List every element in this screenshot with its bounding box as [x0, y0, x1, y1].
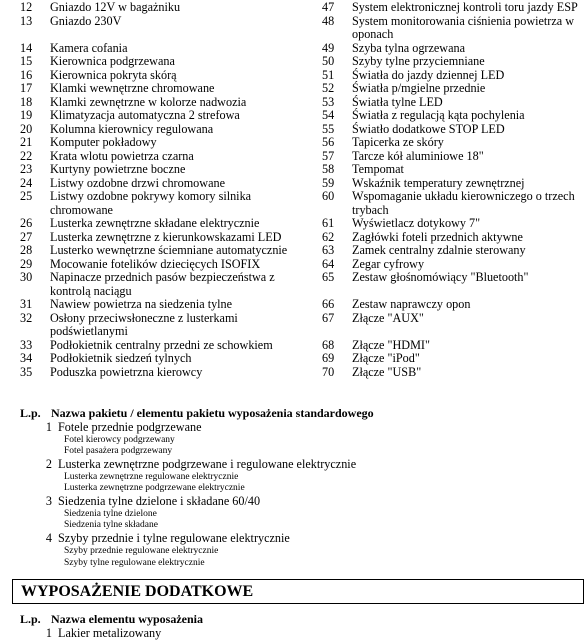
equipment-item-line: Klamki wewnętrzne chromowane: [50, 81, 215, 95]
equipment-item-number: 64: [322, 256, 335, 271]
equipment-item-text: [50, 96, 310, 110]
equipment-item-number: 32: [20, 310, 33, 325]
equipment-item-number: 26: [20, 216, 33, 230]
equipment-item: [20, 271, 310, 298]
equipment-item-text: [352, 42, 584, 56]
equipment-item-text: [352, 136, 584, 150]
equipment-item: [322, 69, 584, 83]
standard-equipment-left-column: [20, 1, 310, 379]
equipment-item-line: Komputer pokładowy: [50, 135, 157, 149]
equipment-item-text: [352, 271, 584, 285]
equipment-item-number: 67: [322, 310, 335, 325]
equipment-item-line: Poduszka powietrzna kierowcy: [50, 364, 203, 379]
equipment-item-line: Zagłówki foteli przednich aktywne: [352, 229, 523, 244]
equipment-item: [322, 109, 584, 123]
equipment-item-text: [50, 1, 310, 15]
equipment-item-number: 49: [322, 40, 335, 55]
equipment-item-number: 15: [20, 54, 33, 68]
equipment-item-text: [352, 109, 584, 123]
equipment-item-line: Mocowanie fotelików dziecięcych ISOFIX: [50, 256, 261, 271]
package-row: [0, 458, 587, 472]
equipment-item-text: [352, 244, 584, 258]
equipment-item-line: Światła p/mgielne przednie: [352, 81, 486, 95]
equipment-item-text: [352, 55, 584, 69]
equipment-item-text: [352, 231, 584, 245]
equipment-item-number: 51: [322, 67, 335, 82]
equipment-item-line: [50, 28, 310, 42]
equipment-item-text: [352, 298, 584, 312]
equipment-item: [20, 177, 310, 191]
equipment-item-number: 31: [20, 297, 33, 311]
equipment-item-number: 28: [20, 243, 33, 257]
equipment-item: [20, 42, 310, 56]
equipment-item-number: 61: [322, 216, 335, 230]
equipment-item-line: Nawiew powietrza na siedzenia tylne: [50, 297, 233, 311]
equipment-item-line: Lusterko wewnętrzne ściemniane automatycznie: [50, 243, 288, 257]
equipment-item-number: 22: [20, 148, 33, 163]
equipment-item-line: Złącze "USB": [352, 364, 422, 379]
extras-header-title: Nazwa elementu wyposażenia: [51, 612, 203, 626]
equipment-item-text: [352, 177, 584, 191]
equipment-item-number: 35: [20, 364, 33, 379]
additional-equipment-banner: WYPOSAŻENIE DODATKOWE: [12, 579, 584, 604]
equipment-item-line: Złącze "iPod": [352, 351, 420, 365]
package-row: [0, 532, 587, 546]
equipment-item-number: 47: [322, 0, 335, 14]
equipment-item: [322, 217, 584, 231]
packages-header-lp: L.p.: [20, 406, 41, 420]
equipment-item-number: 19: [20, 108, 33, 122]
equipment-item-line: Zamek centralny zdalnie sterowany: [352, 243, 526, 257]
equipment-item-number: 52: [322, 81, 335, 95]
equipment-item-text: [50, 136, 310, 150]
equipment-item-line: Krata wlotu powietrza czarna: [50, 148, 194, 163]
equipment-item-line: Tapicerka ze skóry: [352, 135, 444, 149]
packages-list: [0, 421, 587, 569]
equipment-item-number: 50: [322, 54, 335, 68]
equipment-item-line: Tempomat: [352, 162, 404, 176]
equipment-item-line: System monitorowania ciśnienia powietrza w: [352, 13, 575, 28]
equipment-item: [322, 352, 584, 366]
equipment-item-text: [50, 42, 310, 56]
package-row: [0, 421, 587, 435]
equipment-item-line: kontrolą naciągu: [50, 283, 132, 298]
equipment-item-line: Zestaw naprawczy opon: [352, 297, 471, 311]
package-sub-item: Szyby przednie regulowane elektrycznie: [64, 545, 219, 556]
package-sub-item: Szyby tylne regulowane elektrycznie: [64, 557, 205, 568]
equipment-item: [322, 136, 584, 150]
equipment-item-text: [352, 190, 584, 217]
equipment-item-number: 70: [322, 364, 335, 379]
equipment-item-line: Światło dodatkowe STOP LED: [352, 121, 505, 136]
equipment-item: [20, 69, 310, 83]
equipment-item-line: Zegar cyfrowy: [352, 256, 425, 271]
equipment-item: [322, 285, 584, 299]
equipment-item: [20, 136, 310, 150]
equipment-item-number: 17: [20, 81, 33, 95]
equipment-item-text: [50, 271, 310, 298]
equipment-item: [322, 150, 584, 164]
equipment-item-number: 14: [20, 40, 33, 55]
equipment-item: [20, 15, 310, 29]
equipment-item: [20, 96, 310, 110]
equipment-item-text: [50, 163, 310, 177]
equipment-item-number: 25: [20, 189, 33, 203]
equipment-item: [322, 271, 584, 285]
equipment-item-line: Lusterka zewnętrzne z kierunkowskazami LED: [50, 229, 282, 244]
equipment-item: [20, 244, 310, 258]
equipment-item-text: [352, 69, 584, 83]
package-name: Szyby przednie i tylne regulowane elektrycznie: [58, 531, 290, 546]
equipment-item-number: 27: [20, 229, 33, 244]
equipment-item-text: [352, 123, 584, 137]
equipment-item-line: Klimatyzacja automatyczna 2 strefowa: [50, 108, 240, 122]
equipment-item-number: 21: [20, 135, 33, 149]
equipment-item: [20, 298, 310, 312]
equipment-item-number: 69: [322, 351, 335, 365]
equipment-item-line: Światła do jazdy dziennej LED: [352, 67, 505, 82]
equipment-item-line: Złącze "HDMI": [352, 337, 430, 352]
equipment-item-text: [50, 82, 310, 96]
equipment-item-text: [352, 15, 584, 42]
equipment-item-text: [352, 352, 584, 366]
package-sub-item: Fotel pasażera podgrzewany: [64, 446, 173, 457]
equipment-item-line: podświetlanymi: [50, 324, 128, 338]
equipment-item: [20, 217, 310, 231]
equipment-item-number: 12: [20, 0, 33, 14]
equipment-item-text: [352, 285, 584, 299]
equipment-item: [322, 298, 584, 312]
equipment-item: [322, 55, 584, 69]
equipment-item-text: [352, 163, 584, 177]
equipment-item-line: Napinacze przednich pasów bezpieczeństwa z: [50, 270, 275, 284]
equipment-item-line: oponach: [352, 27, 394, 41]
equipment-item-line: Listwy ozdobne drzwi chromowane: [50, 175, 225, 190]
equipment-item-line: Klamki zewnętrzne w kolorze nadwozia: [50, 94, 247, 109]
equipment-item: [20, 1, 310, 15]
equipment-item-line: System elektronicznej kontroli toru jazdy ESP: [352, 0, 578, 14]
equipment-item-number: 60: [322, 189, 335, 203]
package-name: Lusterka zewnętrzne podgrzewane i regulowane elektrycznie: [58, 457, 357, 472]
equipment-item: [322, 312, 584, 326]
equipment-item-text: [50, 217, 310, 231]
equipment-item-number: 68: [322, 337, 335, 352]
equipment-item-text: [50, 177, 310, 191]
package-number: 1: [45, 420, 52, 434]
extras-row-number: 1: [45, 626, 52, 640]
equipment-item-number: 55: [322, 121, 335, 136]
equipment-item-line: trybach: [352, 202, 389, 217]
equipment-item-text: [50, 339, 310, 353]
equipment-item-number: 62: [322, 229, 335, 244]
equipment-item-number: 65: [322, 270, 335, 284]
equipment-item-line: Kamera cofania: [50, 40, 128, 55]
equipment-item-number: 24: [20, 175, 33, 190]
equipment-item-line: Lusterka zewnętrzne składane elektrycznie: [50, 216, 260, 230]
standard-equipment-right-column: [322, 1, 584, 379]
equipment-item-number: 66: [322, 297, 335, 311]
equipment-item-text: [50, 150, 310, 164]
equipment-item-text: [352, 1, 584, 15]
equipment-item: [20, 55, 310, 69]
equipment-item-text: [50, 352, 310, 366]
equipment-item: [20, 190, 310, 217]
package-name: Fotele przednie podgrzewane: [58, 420, 202, 434]
equipment-item-line: Podłokietnik siedzeń tylnych: [50, 351, 192, 365]
equipment-item: [322, 177, 584, 191]
equipment-item-line: Gniazdo 12V w bagażniku: [50, 0, 181, 14]
equipment-item-line: Kierownica podgrzewana: [50, 54, 175, 68]
equipment-item-text: [352, 150, 584, 164]
extras-header-lp: L.p.: [20, 612, 41, 626]
package-sub-item: Lusterka zewnętrzne podgrzewane elektrycznie: [64, 483, 245, 494]
equipment-item-line: Podłokietnik centralny przedni ze schowkiem: [50, 337, 273, 352]
package-sub-item: Fotel kierowcy podgrzewany: [64, 434, 175, 445]
equipment-item-line: Wspomaganie układu kierowniczego o trzech: [352, 189, 575, 203]
equipment-item-text: [50, 258, 310, 272]
equipment-item: [20, 163, 310, 177]
packages-header: [20, 406, 374, 421]
equipment-item-line: Kierownica pokryta skórą: [50, 67, 177, 82]
equipment-item-number: 48: [322, 13, 335, 28]
equipment-item-number: 16: [20, 67, 33, 82]
equipment-item-line: Wskaźnik temperatury zewnętrznej: [352, 175, 525, 190]
equipment-item-number: 57: [322, 148, 335, 163]
equipment-item-number: 29: [20, 256, 33, 271]
equipment-item-text: [50, 190, 310, 217]
equipment-item: [20, 258, 310, 272]
packages-header-title: Nazwa pakietu / elementu pakietu wyposażenia standardowego: [51, 406, 374, 420]
equipment-item: [322, 42, 584, 56]
equipment-item: [322, 1, 584, 15]
equipment-item-text: [352, 339, 584, 353]
equipment-item: [322, 82, 584, 96]
package-number: 2: [45, 457, 52, 472]
equipment-item-text: [50, 244, 310, 258]
equipment-item-text: [352, 82, 584, 96]
equipment-item-line: Złącze "AUX": [352, 310, 424, 325]
equipment-item-text: [50, 109, 310, 123]
equipment-item-line: Kolumna kierownicy regulowana: [50, 121, 214, 136]
equipment-item-text: [50, 15, 310, 29]
package-sub-item: Lusterka zewnętrzne regulowane elektrycznie: [64, 471, 239, 482]
equipment-item-text: [50, 69, 310, 83]
equipment-item: [20, 231, 310, 245]
equipment-item-line: [352, 325, 584, 339]
equipment-item: [322, 325, 584, 339]
equipment-item: [322, 15, 584, 42]
equipment-item: [322, 231, 584, 245]
equipment-item-text: [50, 312, 310, 339]
equipment-item-number: [322, 285, 352, 299]
equipment-item-line: Szyby tylne przyciemniane: [352, 54, 485, 68]
equipment-item: [322, 244, 584, 258]
equipment-item-text: [50, 366, 310, 380]
equipment-item: [20, 366, 310, 380]
equipment-item-text: [352, 325, 584, 339]
equipment-item-number: 54: [322, 108, 335, 122]
equipment-item-number: 34: [20, 351, 33, 365]
package-name: Siedzenia tylne dzielone i składane 60/40: [58, 494, 261, 509]
equipment-item: [20, 312, 310, 339]
extras-row: [0, 627, 587, 641]
equipment-item-line: chromowane: [50, 202, 113, 217]
equipment-item-number: 18: [20, 94, 33, 109]
equipment-item-number: 33: [20, 337, 33, 352]
equipment-item: [20, 109, 310, 123]
equipment-item-text: [352, 96, 584, 110]
equipment-item: [20, 28, 310, 42]
package-row: [0, 495, 587, 509]
equipment-item-line: Listwy ozdobne pokrywy komory silnika: [50, 189, 252, 203]
equipment-item: [322, 366, 584, 380]
equipment-item-text: [50, 55, 310, 69]
equipment-item-text: [352, 217, 584, 231]
equipment-item-number: 53: [322, 94, 335, 109]
equipment-item-line: Wyświetlacz dotykowy 7": [352, 216, 481, 230]
equipment-item-number: 56: [322, 135, 335, 149]
equipment-item: [322, 123, 584, 137]
extras-row-name: Lakier metalizowany: [58, 626, 162, 640]
extras-header: [20, 612, 203, 627]
package-sub-item: Siedzenia tylne składane: [64, 520, 158, 531]
equipment-item-number: 23: [20, 162, 33, 176]
equipment-item-number: 58: [322, 162, 335, 176]
equipment-item-number: [322, 325, 352, 339]
equipment-item-text: [50, 123, 310, 137]
equipment-item-line: [352, 285, 584, 299]
equipment-item-line: Światła z regulacją kąta pochylenia: [352, 108, 525, 122]
equipment-item-line: Zestaw głośnomówiący "Bluetooth": [352, 270, 529, 284]
equipment-item-line: Osłony przeciwsłoneczne z lusterkami: [50, 310, 238, 325]
equipment-item-number: 63: [322, 243, 335, 257]
equipment-item: [20, 82, 310, 96]
equipment-item: [20, 123, 310, 137]
equipment-item-text: [352, 366, 584, 380]
equipment-item-line: Kurtyny powietrzne boczne: [50, 162, 186, 176]
equipment-item: [322, 258, 584, 272]
equipment-item-line: Szyba tylna ogrzewana: [352, 40, 466, 55]
equipment-item: [322, 163, 584, 177]
equipment-item-number: 30: [20, 270, 33, 284]
equipment-item-text: [352, 312, 584, 326]
package-number: 4: [45, 531, 52, 546]
equipment-item-text: [50, 231, 310, 245]
equipment-item-text: [50, 28, 310, 42]
package-number: 3: [45, 494, 52, 509]
equipment-item: [322, 96, 584, 110]
equipment-item-line: Gniazdo 230V: [50, 13, 122, 28]
equipment-item-line: Światła tylne LED: [352, 94, 443, 109]
equipment-item-number: 20: [20, 121, 33, 136]
equipment-item: [20, 352, 310, 366]
equipment-item-number: [20, 28, 50, 42]
equipment-item: [20, 150, 310, 164]
equipment-item-number: 13: [20, 13, 33, 28]
package-sub-item: Siedzenia tylne dzielone: [64, 508, 157, 519]
equipment-item-line: Tarcze kół aluminiowe 18": [352, 148, 484, 163]
equipment-item: [322, 339, 584, 353]
equipment-item: [322, 190, 584, 217]
equipment-item-number: 59: [322, 175, 335, 190]
equipment-item-text: [352, 258, 584, 272]
equipment-item: [20, 339, 310, 353]
equipment-item-text: [50, 298, 310, 312]
